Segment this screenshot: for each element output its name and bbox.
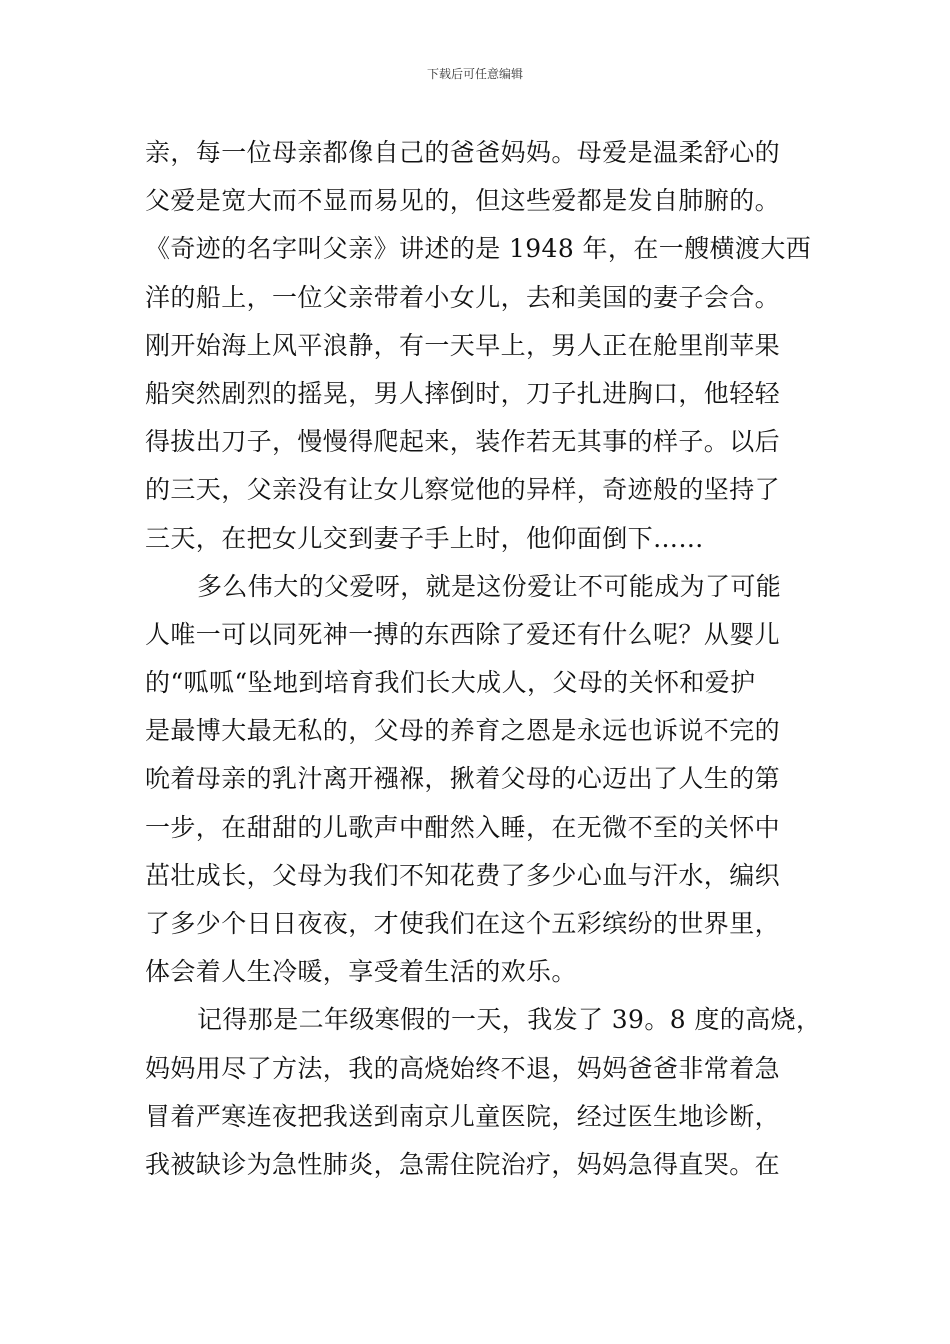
text-line: 船突然剧烈的摇晃，男人摔倒时，刀子扎进胸口，他轻轻 <box>145 378 781 408</box>
text-line: 吮着母亲的乳汁离开襁褓，揪着父母的心迈出了人生的第 <box>145 764 781 794</box>
text-line: 体会着人生冷暖，享受着生活的欢乐。 <box>145 957 577 987</box>
text-line: 是最博大最无私的，父母的养育之恩是永远也诉说不完的 <box>145 716 781 746</box>
text-line: 的三天，父亲没有让女儿察觉他的异样，奇迹般的坚持了 <box>145 475 781 505</box>
text-line: 妈妈用尽了方法，我的高烧始终不退，妈妈爸爸非常着急 <box>145 1053 781 1083</box>
page-header: 下载后可任意编辑 <box>426 67 523 81</box>
text-line: 三天，在把女儿交到妻子手上时，他仰面倒下…… <box>145 523 704 553</box>
text-line: 冒着严寒连夜把我送到南京儿童医院，经过医生地诊断， <box>145 1101 781 1131</box>
text-line: 了多少个日日夜夜，才使我们在这个五彩缤纷的世界里， <box>145 909 781 938</box>
text-line: 我被缺诊为急性肺炎，急需住院治疗，妈妈急得直哭。在 <box>145 1149 781 1179</box>
text-line: 一步，在甜甜的儿歌声中酣然入睡，在无微不至的关怀中 <box>145 812 781 842</box>
paragraph-start-line: 记得那是二年级寒假的一天，我发了 39。8 度的高烧， <box>197 1005 822 1035</box>
paragraph-start-line: 多么伟大的父爱呀，就是这份爱让不可能成为了可能 <box>197 571 782 601</box>
text-line: 刚开始海上风平浪静，有一天早上，男人正在舱里削苹果 <box>145 330 781 360</box>
text-line: 得拔出刀子，慢慢得爬起来，装作若无其事的样子。以后 <box>145 427 781 457</box>
text-line: 亲，每一位母亲都像自己的爸爸妈妈。母爱是温柔舒心的 <box>145 138 781 167</box>
text-line: 茁壮成长，父母为我们不知花费了多少心血与汗水，编织 <box>145 860 781 890</box>
text-line: 的“呱呱“坠地到培育我们长大成人，父母的关怀和爱护 <box>145 668 756 698</box>
text-line: 父爱是宽大而不显而易见的，但这些爱都是发自肺腑的。 <box>145 186 781 216</box>
text-line: 洋的船上，一位父亲带着小女儿，去和美国的妻子会合。 <box>145 282 781 312</box>
text-line: 《奇迹的名字叫父亲》讲述的是 1948 年，在一艘横渡大西 <box>145 234 812 264</box>
text-line: 人唯一可以同死神一搏的东西除了爱还有什么呢？从婴儿 <box>145 619 781 649</box>
document-body <box>145 129 825 1189</box>
